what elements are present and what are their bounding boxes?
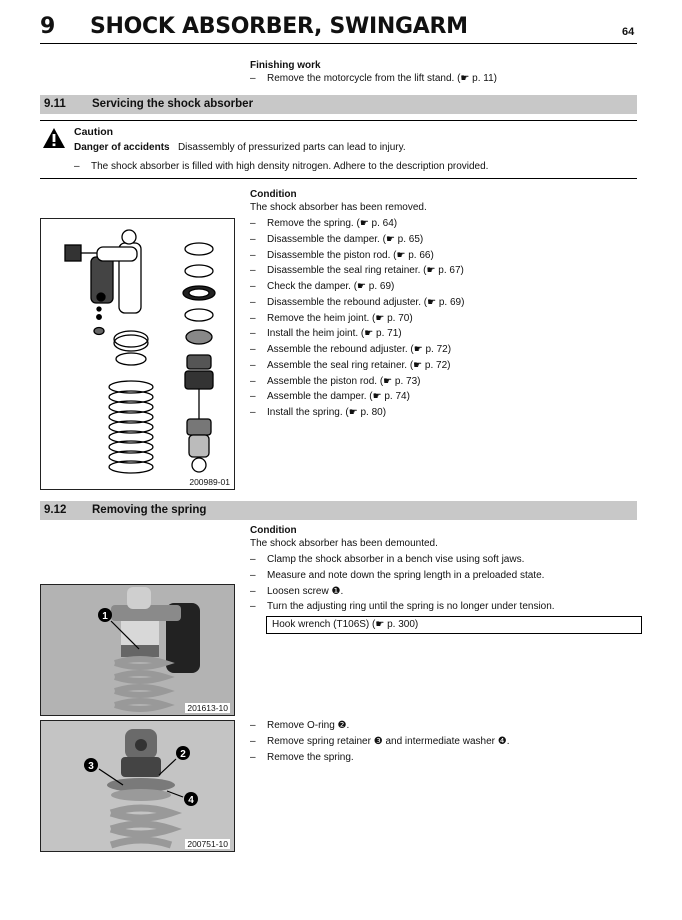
spring-retainer-photo-icon: [41, 721, 234, 851]
finishing-work-title: Finishing work: [250, 60, 321, 71]
section-title: Removing the spring: [92, 504, 207, 516]
page-number: 64: [622, 26, 635, 38]
section-912-steps-b: [250, 718, 510, 765]
photo-loosen-screw: [40, 584, 235, 716]
list-item: – Disassemble the piston rod. (☛ p. 66): [250, 249, 434, 261]
callout-2: 2: [180, 749, 186, 760]
list-item: – Disassemble the seal ring retainer. (☛ p. 67): [250, 265, 464, 277]
caution-bullet: – The shock absorber is filled with high density nitrogen. Adhere to the description provided.: [74, 161, 489, 172]
section-912-steps-a: [250, 552, 555, 615]
header-rule: [40, 43, 637, 44]
list-item: – Assemble the seal ring retainer. (☛ p. 72): [250, 359, 451, 371]
photo-spring-retainer: [40, 720, 235, 852]
list-item: – Remove O-ring ❷.: [250, 720, 350, 731]
list-item: – Measure and note down the spring length in a preloaded state.: [250, 569, 545, 581]
tool-box: Hook wrench (T106S) (☛ p. 300): [266, 616, 642, 634]
list-item: – Remove spring retainer ❸ and intermediate washer ❹.: [250, 735, 510, 747]
list-item: – Check the damper. (☛ p. 69): [250, 281, 395, 292]
figure-label: 200989-01: [189, 477, 230, 487]
section-911-header: [40, 95, 637, 114]
list-item: – Disassemble the rebound adjuster. (☛ p. 69): [250, 296, 465, 308]
condition-text: The shock absorber has been removed.: [250, 202, 427, 213]
condition-text: The shock absorber has been demounted.: [250, 538, 438, 549]
list-item: – Remove the spring. (☛ p. 64): [250, 218, 398, 229]
caution-top-rule: [40, 120, 637, 121]
shock-absorber-exploded-icon: [41, 219, 234, 489]
list-item: – Assemble the damper. (☛ p. 74): [250, 391, 410, 403]
figure-label: 201613-10: [187, 703, 228, 713]
warning-triangle-icon: [42, 127, 66, 149]
list-item: – Turn the adjusting ring until the spring is no longer under tension.: [250, 601, 555, 613]
list-item: – Disassemble the damper. (☛ p. 65): [250, 233, 424, 245]
caution-danger: Danger of accidents Disassembly of pressurized parts can lead to injury.: [74, 142, 406, 153]
section-number: 9.12: [44, 504, 67, 516]
finishing-work-step: – Remove the motorcycle from the lift stand. (☛ p. 11): [250, 73, 497, 84]
list-item: – Install the heim joint. (☛ p. 71): [250, 328, 402, 340]
figure-label: 200751-10: [187, 839, 228, 849]
chapter-title: SHOCK ABSORBER, SWINGARM: [90, 14, 468, 39]
condition-title: Condition: [250, 525, 297, 536]
section-title: Servicing the shock absorber: [92, 98, 254, 110]
callout-1: 1: [102, 611, 108, 622]
list-item: – Assemble the piston rod. (☛ p. 73): [250, 375, 421, 387]
section-911-steps: [250, 216, 464, 421]
list-item: – Install the spring. (☛ p. 80): [250, 407, 387, 418]
section-number: 9.11: [44, 98, 66, 110]
chapter-number: 9: [40, 14, 56, 39]
exploded-view-figure: [40, 218, 235, 490]
section-912-header: [40, 501, 637, 520]
list-item: – Assemble the rebound adjuster. (☛ p. 72): [250, 344, 452, 355]
caution-bottom-rule: [40, 178, 637, 179]
caution-title: Caution: [74, 126, 114, 138]
callout-4: 4: [188, 795, 194, 806]
condition-title: Condition: [250, 189, 297, 200]
list-item: – Clamp the shock absorber in a bench vise using soft jaws.: [250, 554, 525, 565]
list-item: – Remove the heim joint. (☛ p. 70): [250, 312, 413, 324]
list-item: – Loosen screw ❶.: [250, 585, 344, 597]
shock-absorber-photo-icon: [41, 585, 234, 715]
list-item: – Remove the spring.: [250, 751, 354, 763]
callout-3: 3: [88, 761, 94, 772]
